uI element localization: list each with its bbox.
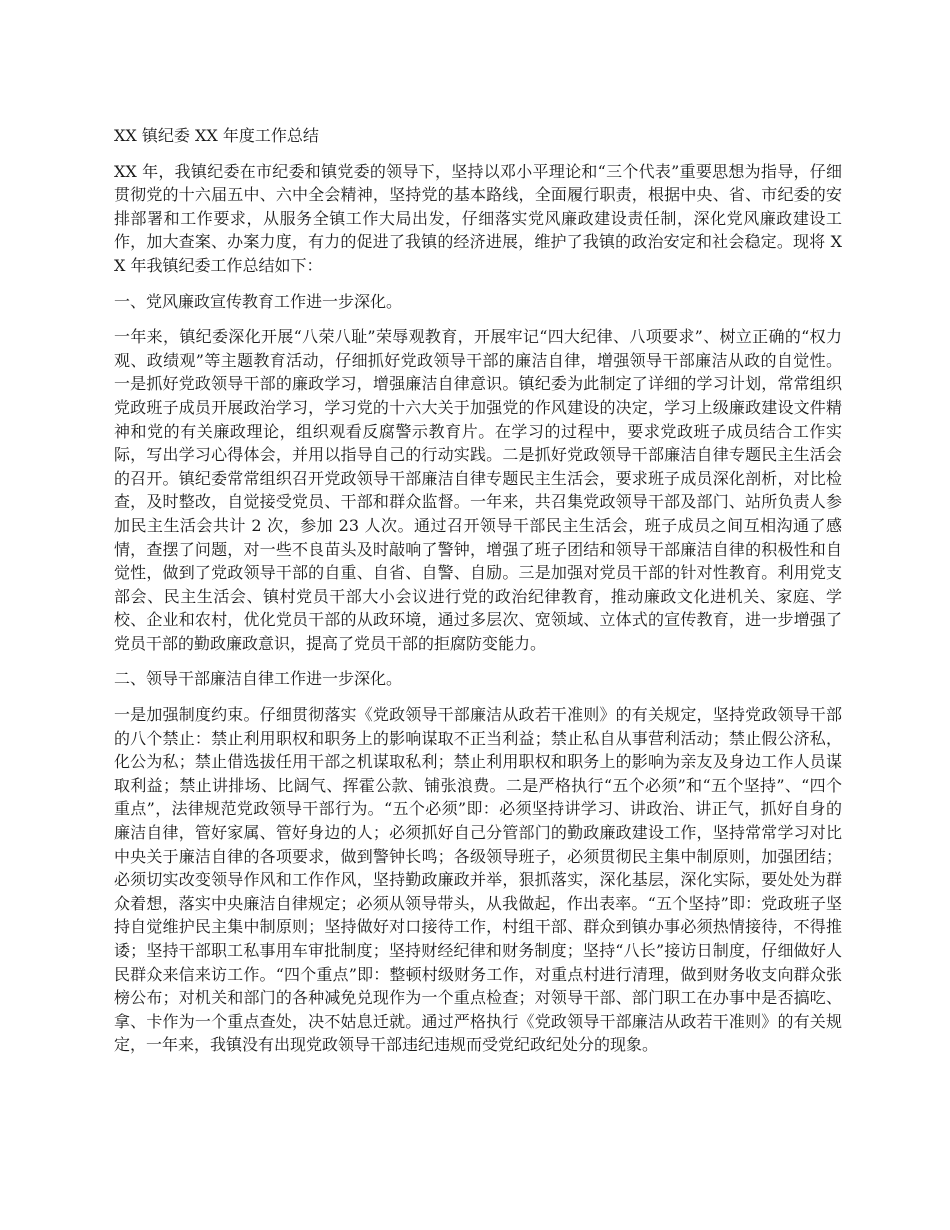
document-body bbox=[114, 124, 842, 1069]
section-1-paragraph: 一年来，镇纪委深化开展“八荣八耻”荣辱观教育，开展牢记“四大纪律、八项要求”、树立正确的“权力观、政绩观”等主题教育活动，仔细抓好党政领导干部的廉洁自律，增强领导干部廉洁从政的自觉性。一是抓好党政领导干部的廉政学习，增强廉洁自律意识。镇纪委为此制定了详细的学习计划，常常组织党政班子成员开展政治学习，学习党的十六大关于加强党的作风建设的决定，学习上级廉政建设文件精神和党的有关廉政理论，组织观看反腐警示教育片。在学习的过程中，要求党政班子成员结合工作实际，写出学习心得体会，并用以指导自己的行动实践。二是抓好党政领导干部廉洁自律专题民主生活会的召开。镇纪委常常组织召开党政领导干部廉洁自律专题民主生活会，要求班子成员深化剖析，对比检查，及时整改，自觉接受党员、干部和群众监督。一年来，共召集党政领导干部及部门、站所负责人参加民主生活会共计 2 次，参加 23 人次。通过召开领导干部民主生活会，班子成员之间互相沟通了感情，查摆了问题，对一些不良苗头及时敲响了警钟，增强了班子团结和领导干部廉洁自律的积极性和自觉性，做到了党政领导干部的自重、自省、自警、自励。三是加强对党员干部的针对性教育。利用党支部会、民主生活会、镇村党员干部大小会议进行党的政治纪律教育，推动廉政文化进机关、家庭、学校、企业和农村，优化党员干部的从政环境，通过多层次、宽领域、立体式的宣传教育，进一步增强了党员干部的勤政廉政意识，提高了党员干部的拒腐防变能力。 bbox=[114, 327, 842, 653]
section-2-heading: 二、领导干部廉洁自律工作进一步深化。 bbox=[114, 669, 403, 689]
intro-paragraph: XX 年，我镇纪委在市纪委和镇党委的领导下，坚持以邓小平理论和“三个代表”重要思想为指导，仔细贯彻党的十六届五中、六中全会精神，坚持党的基本路线，全面履行职责，根据中央、省、市纪委的安排部署和工作要求，从服务全镇工作大局出发，仔细落实党风廉政建设责任制，深化党风廉政建设工作，加大查案、办案力度，有力的促进了我镇的经济进展，维护了我镇的政治安定和社会稳定。现将 XX 年我镇纪委工作总结如下： bbox=[114, 161, 842, 275]
document-title: XX 镇纪委 XX 年度工作总结 bbox=[114, 126, 319, 145]
section-1-heading: 一、党风廉政宣传教育工作进一步深化。 bbox=[114, 291, 403, 311]
section-2-paragraph: 一是加强制度约束。仔细贯彻落实《党政领导干部廉洁从政若干准则》的有关规定，坚持党政领导干部的八个禁止：禁止利用职权和职务上的影响谋取不正当利益；禁止私自从事营利活动；禁止假公济私，化公为私；禁止借选拔任用干部之机谋取私利；禁止利用职权和职务上的影响为亲友及身边工作人员谋取利益；禁止讲排场、比阔气、挥霍公款、铺张浪费。二是严格执行“五个必须”和“五个坚持”、“四个重点”，法律规范党政领导干部行为。“五个必须”即：必须坚持讲学习、讲政治、讲正气，抓好自身的廉洁自律，管好家属、管好身边的人；必须抓好自己分管部门的勤政廉政建设工作，坚持常常学习对比中央关于廉洁自律的各项要求，做到警钟长鸣；各级领导班子，必须贯彻民主集中制原则，加强团结；必须切实改变领导作风和工作作风，坚持勤政廉政并举，狠抓落实，深化基层，深化实际，要处处为群众着想，落实中央廉洁自律规定；必须从领导带头，从我做起，作出表率。“五个坚持”即：党政班子坚持自觉维护民主集中制原则；坚持做好对口接待工作，村组干部、群众到镇办事必须热情接待，不得推诿；坚持干部职工私事用车审批制度；坚持财经纪律和财务制度；坚持“八长”接访日制度，仔细做好人民群众来信来访工作。“四个重点”即：整顿村级财务工作，对重点村进行清理，做到财务收支向群众张榜公布；对机关和部门的各种减免兑现作为一个重点检查；对领导干部、部门职工在办事中是否搞吃、拿、卡作为一个重点查处，决不姑息迁就。通过严格执行《党政领导干部廉洁从政若干准则》的有关规定，一年来，我镇没有出现党政领导干部违纪违规而受党纪政纪处分的现象。 bbox=[114, 705, 842, 1055]
